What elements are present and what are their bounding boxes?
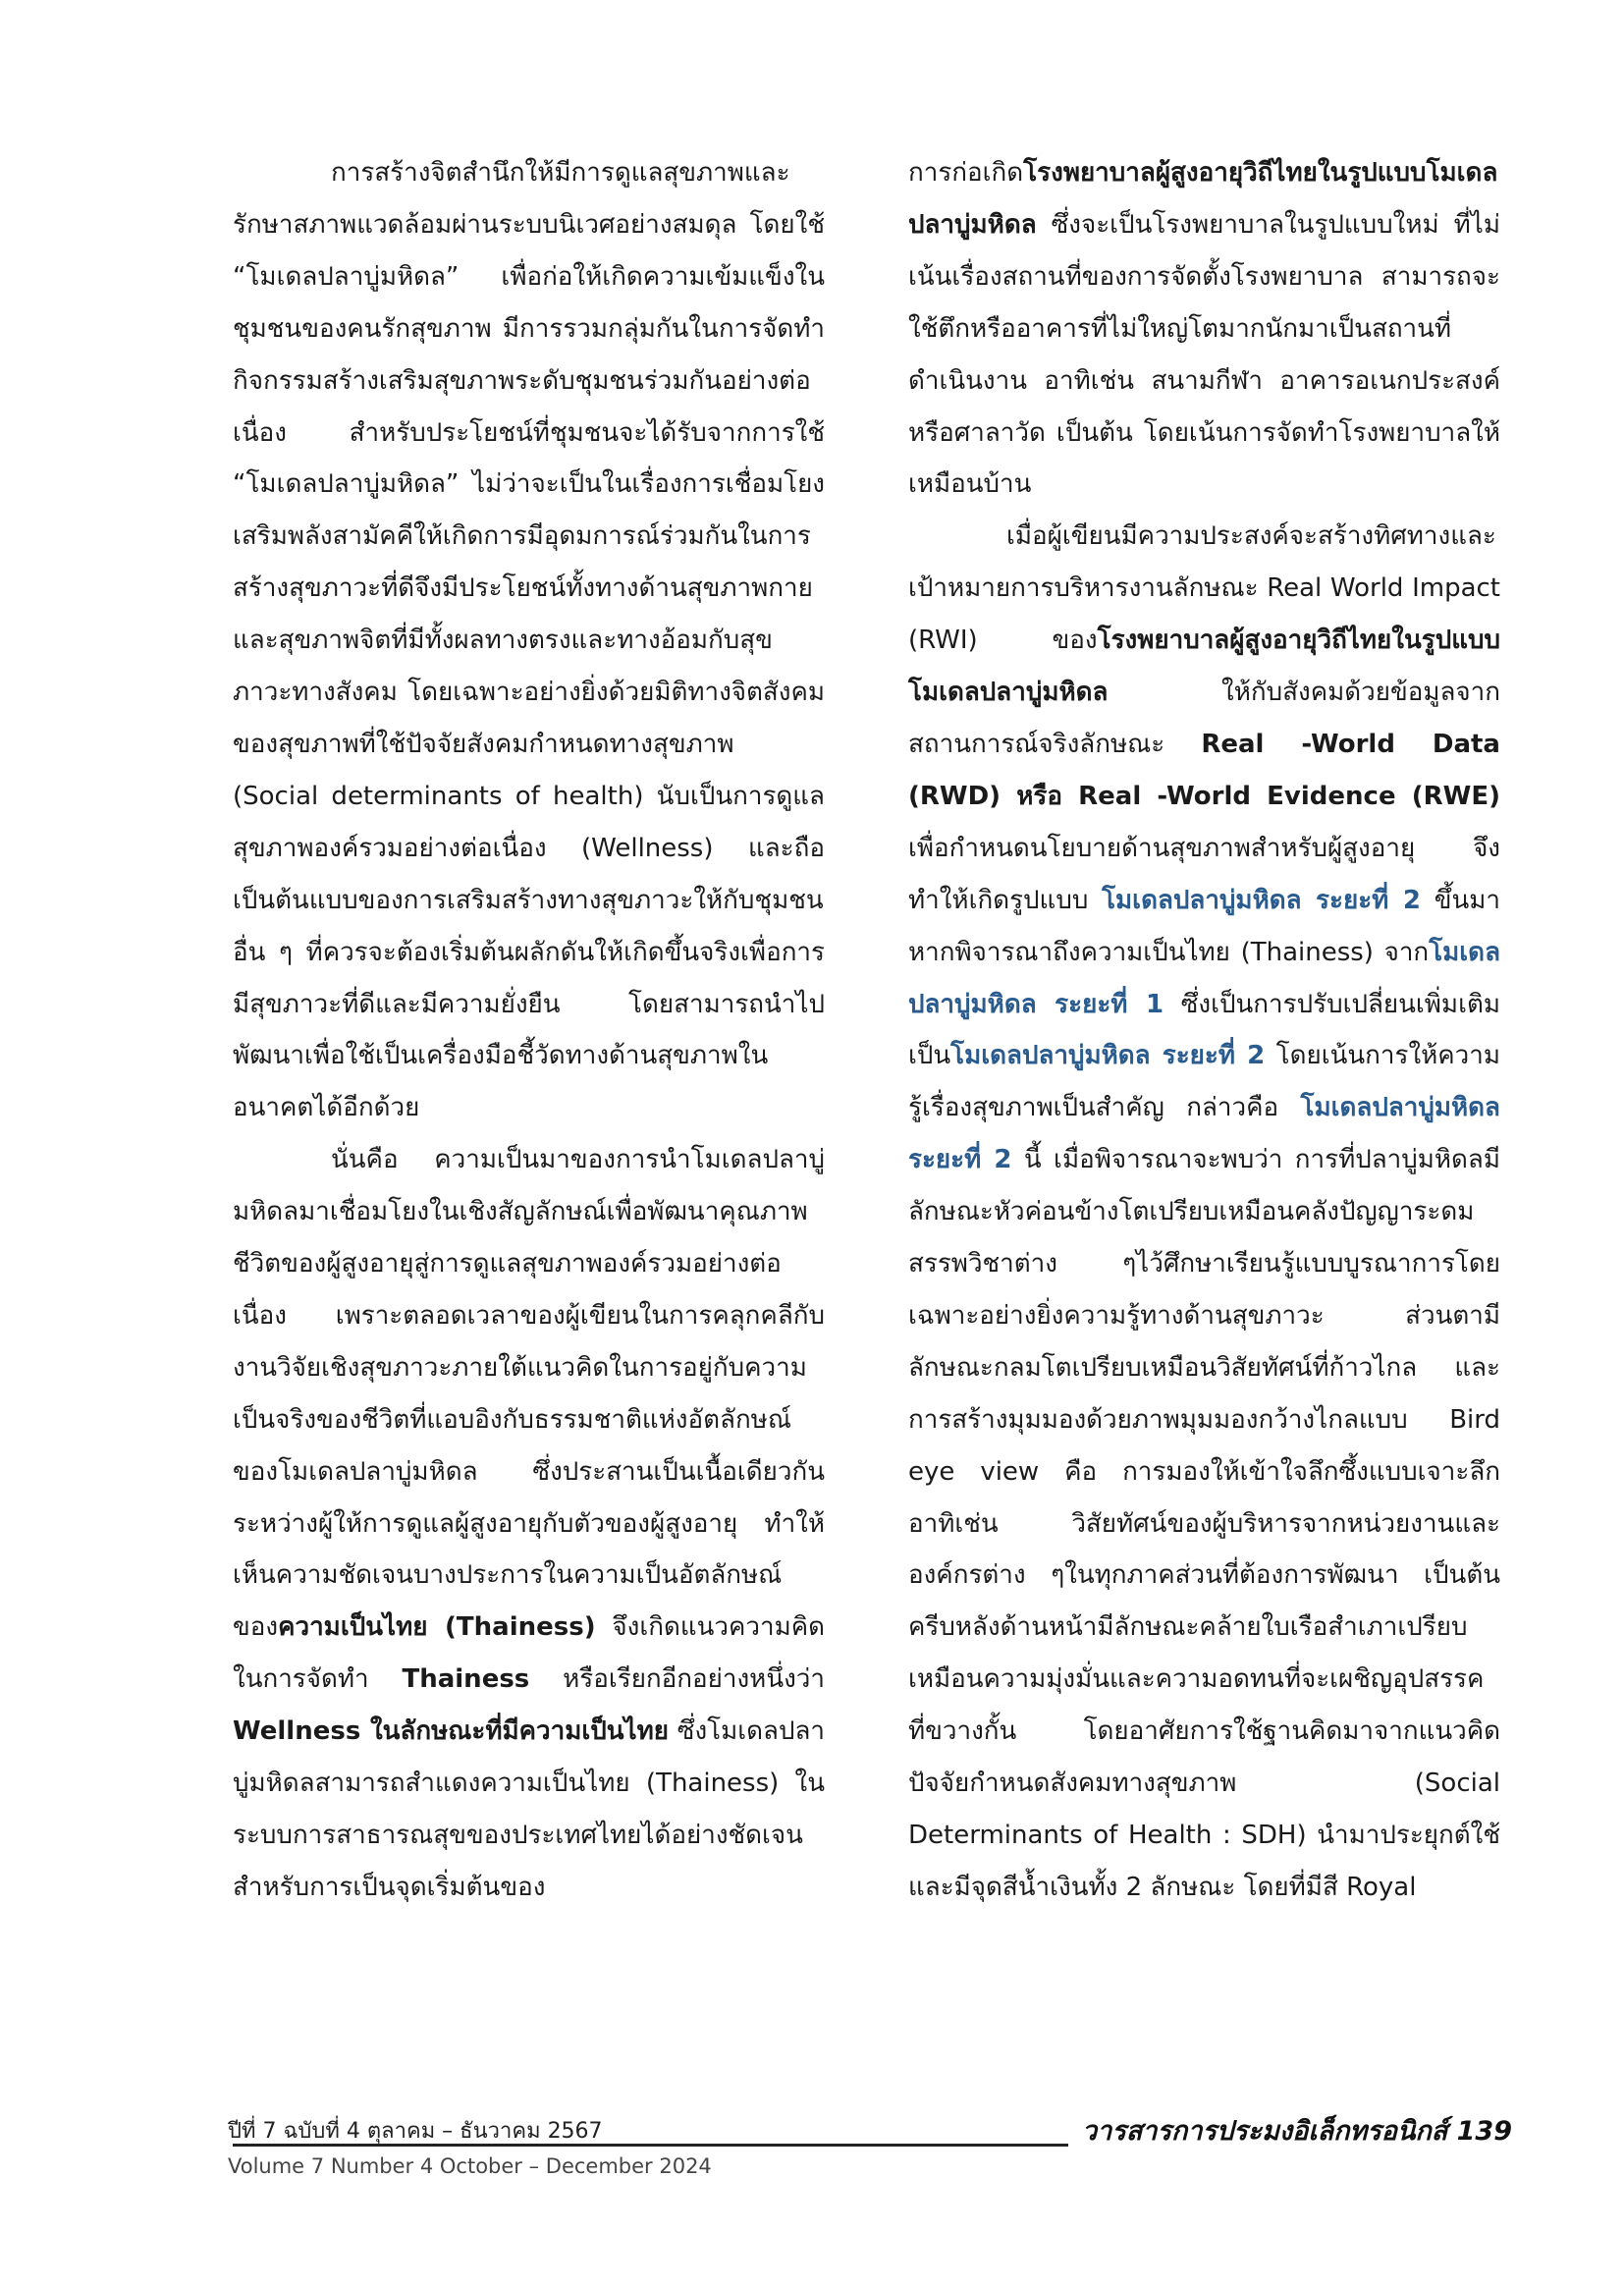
footer-issue-thai: ปีที่ 7 ฉบับที่ 4 ตุลาคม – ธันวาคม 2567 [228, 2119, 603, 2144]
bold-term-wellness: Wellness ในลักษณะที่มีความเป็นไทย [233, 1716, 669, 1747]
text-run: ให้กับสังคมด้วยข้อมูลจากสถานการณ์จริงลักษณะ [908, 678, 1500, 759]
left-paragraph-1: การสร้างจิตสำนึกให้มีการดูแลสุขภาพและรักษาสภาพแวดล้อมผ่านระบบนิเวศอย่างสมดุล โดยใช้ “โมเดลปลาบู่มหิดล” เพื่อก่อให้เกิดความเข้มแข็งในชุมชนของคนรักสุขภาพ มีการรวมกลุ่มกันในการจัดทำกิจกรรมสร้างเสริมสุขภาพระดับชุมชนร่วมกันอย่างต่อเนื่อง สำหรับประโยชน์ที่ชุมชนจะได้รับจากการใช้ “โมเดลปลาบู่มหิดล” ไม่ว่าจะเป็นในเรื่องการเชื่อมโยงเสริมพลังสามัคคีให้เกิดการมีอุดมการณ์ร่วมกันในการสร้างสุขภาวะที่ดีจึงมีประโยชน์ทั้งทางด้านสุขภาพกายและสุขภาพจิตที่มีทั้งผลทางตรงและทางอ้อมกับสุขภาวะทางสังคม โดยเฉพาะอย่างยิ่งด้วยมิติทางจิตสังคมของสุขภาพที่ใช้ปัจจัยสังคมกำหนดทางสุขภาพ (Social determinants of health) นับเป็นการดูแลสุขภาพองค์รวมอย่างต่อเนื่อง (Wellness) และถือเป็นต้นแบบของการเสริมสร้างทางสุขภาวะให้กับชุมชนอื่น ๆ ที่ควรจะต้องเริ่มต้นผลักดันให้เกิดขึ้นจริงเพื่อการมีสุขภาวะที่ดีและมีความยั่งยืน โดยสามารถนำไปพัฒนาเพื่อใช้เป็นเครื่องมือชี้วัดทางด้านสุขภาพในอนาคตได้อีกด้วย [233, 158, 825, 1123]
text-run: เมื่อผู้เขียนมีความประสงค์จะสร้างทิศทางและเป้าหมายการบริหารงานลักษณะ Real World Impact (RWI) ของ [908, 521, 1500, 656]
footer-issue-english: Volume 7 Number 4 October – December 2024 [228, 2154, 712, 2178]
highlight-model-phase: โมเดลปลาบู่มหิดล ระยะที่ 1 [908, 937, 1500, 1019]
highlight-model-phase: โมเดลปลาบู่มหิดล ระยะที่ 2 [908, 1093, 1500, 1175]
left-paragraph-2 [233, 1134, 825, 1914]
bold-term: Thainess [402, 1664, 530, 1695]
right-column [908, 147, 1500, 1914]
text-run: โดยเน้นการให้ความรู้เรื่องสุขภาพเป็นสำคัญ กล่าวคือ [908, 1041, 1501, 1123]
text-run: ซึ่งเป็นการปรับเปลี่ยนเพิ่มเติมเป็น [908, 989, 1500, 1071]
bold-term-hospital: โรงพยาบาลผู้สูงอายุวิถีไทยในรูปแบบโมเดลปลาบู่มหิดล [908, 626, 1500, 708]
bold-term-rwd-rwe: Real -World Data (RWD) หรือ Real -World Evidence (RWE) [908, 729, 1500, 811]
right-paragraph-1 [908, 147, 1500, 511]
text-run: ซึ่งโมเดลปลาบู่มหิดลสามารถสำแดงความเป็นไทย (Thainess) ในระบบการสาธารณสุขของประเทศไทยได้อย่างชัดเจน สำหรับการเป็นจุดเริ่มต้นของ [233, 1716, 825, 1902]
right-paragraph-2 [908, 511, 1500, 1913]
text-run: จึงเกิดแนวความคิดในการจัดทำ [233, 1612, 825, 1695]
text-run: ซึ่งจะเป็นโรงพยาบาลในรูปแบบใหม่ ที่ไม่เน้นเรื่องสถานที่ของการจัดตั้งโรงพยาบาล สามารถจะใช้ตึกหรืออาคารที่ไม่ใหญ่โตมากนักมาเป็นสถานที่ดำเนินงาน อาทิเช่น สนามกีฬา อาคารอเนกประสงค์ หรือศาลาวัด เป็นต้น โดยเน้นการจัดทำโรงพยาบาลให้เหมือนบ้าน [908, 209, 1500, 500]
bold-term-hospital: โรงพยาบาลผู้สูงอายุวิถีไทยในรูปแบบโมเดลปลาบู่มหิดล [908, 158, 1498, 240]
left-column [233, 147, 825, 1914]
highlight-model-phase: โมเดลปลาบู่มหิดล ระยะที่ 2 [1102, 885, 1421, 915]
text-run: นั่นคือ ความเป็นมาของการนำโมเดลปลาบู่มหิดลมาเชื่อมโยงในเชิงสัญลักษณ์เพื่อพัฒนาคุณภาพชีวิตของผู้สูงอายุสู่การดูแลสุขภาพองค์รวมอย่างต่อเนื่อง เพราะตลอดเวลาของผู้เขียนในการคลุกคลีกับงานวิจัยเชิงสุขภาวะภายใต้แนวคิดในการอยู่กับความเป็นจริงของชีวิตที่แอบอิงกับธรรมชาติแห่งอัตลักษณ์ของโมเดลปลาบู่มหิดล ซึ่งประสานเป็นเนื้อเดียวกันระหว่างผู้ให้การดูแลผู้สูงอายุกับตัวของผู้สูงอายุ ทำให้เห็นความชัดเจนบางประการในความเป็นอัตลักษณ์ของ [233, 1145, 825, 1643]
text-run: ขึ้นมา หากพิจารณาถึงความเป็นไทย (Thainess) จาก [908, 885, 1500, 967]
highlight-model-phase: โมเดลปลาบู่มหิดล ระยะที่ 2 [950, 1041, 1266, 1071]
text-run: หรือเรียกอีกอย่างหนึ่งว่า [529, 1664, 825, 1695]
footer-journal-title-page: วารสารการประมงอิเล็กทรอนิกส์ 139 [1068, 2109, 1512, 2151]
text-run: เพื่อกำหนดนโยบายด้านสุขภาพสำหรับผู้สูงอายุ จึงทำให้เกิดรูปแบบ [908, 833, 1500, 915]
bold-term-thainess: ความเป็นไทย (Thainess) [278, 1612, 596, 1643]
text-run: การก่อเกิด [908, 158, 1024, 188]
text-run: นี้ เมื่อพิจารณาจะพบว่า การที่ปลาบู่มหิดลมีลักษณะหัวค่อนข้างโตเปรียบเหมือนคลังปัญญาระดมสรรพวิชาต่าง ๆไว้ศึกษาเรียนรู้แบบบูรณาการโดยเฉพาะอย่างยิ่งความรู้ทางด้านสุขภาวะ ส่วนตามีลักษณะกลมโตเปรียบเหมือนวิสัยทัศน์ที่ก้าวไกล และการสร้างมุมมองด้วยภาพมุมมองกว้างไกลแบบ Bird eye view คือ การมองให้เข้าใจลึกซึ้งแบบเจาะลึก อาทิเช่น วิสัยทัศน์ของผู้บริหารจากหน่วยงานและองค์กรต่าง ๆในทุกภาคส่วนที่ต้องการพัฒนา เป็นต้น ครีบหลังด้านหน้ามีลักษณะคล้ายใบเรือสำเภาเปรียบเหมือนความมุ่งมั่นและความอดทนที่จะเผชิญอุปสรรคที่ขวางกั้น โดยอาศัยการใช้ฐานคิดมาจากแนวคิดปัจจัยกำหนดสังคมทางสุขภาพ (Social Determinants of Health : SDH) นำมาประยุกต์ใช้และมีจุดสีน้ำเงินทั้ง 2 ลักษณะ โดยที่มีสี Royal [908, 1145, 1500, 1902]
